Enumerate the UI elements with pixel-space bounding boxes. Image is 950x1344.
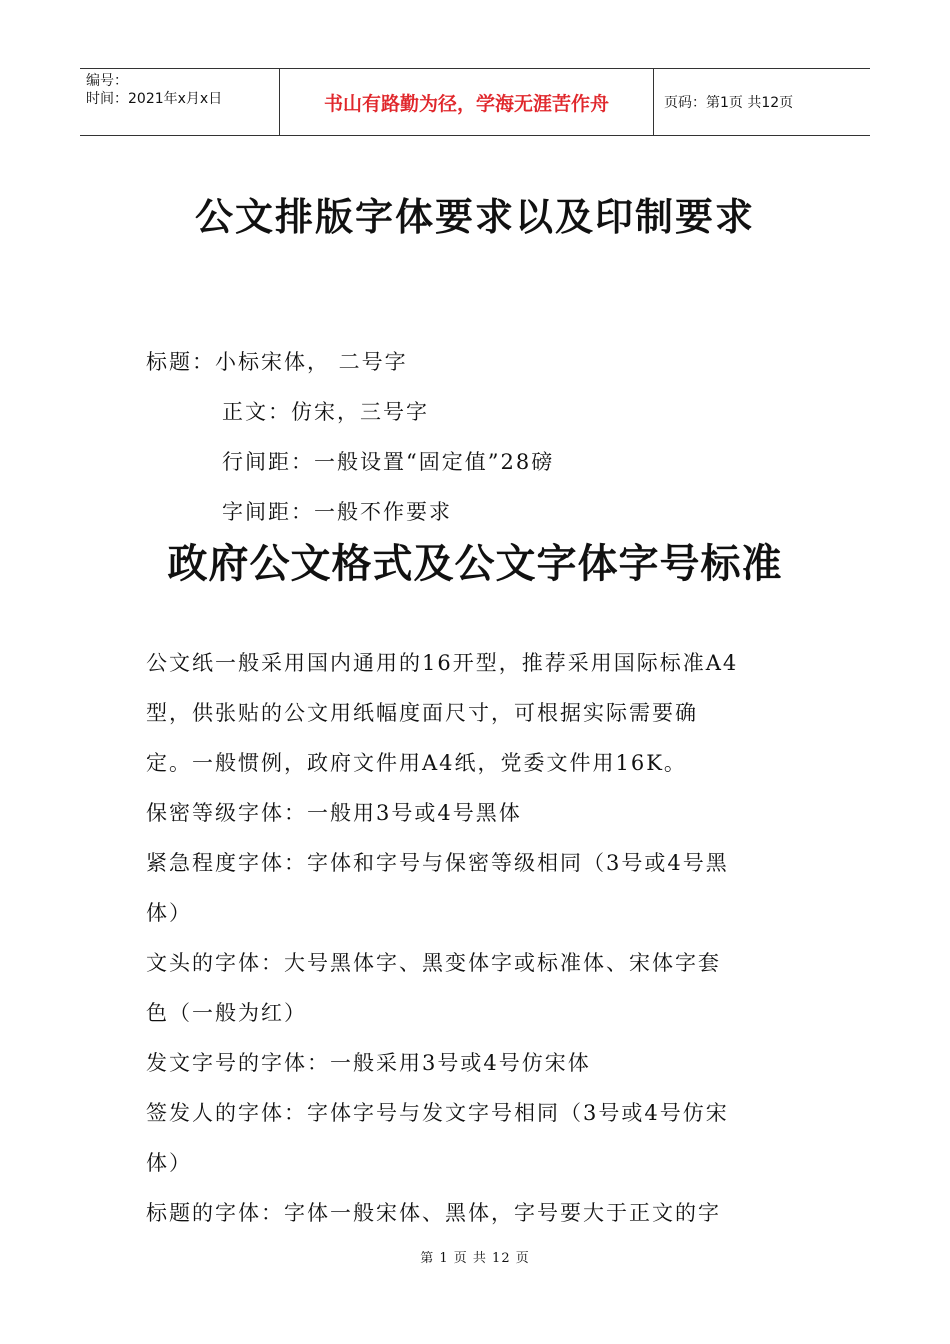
body-line: 体） bbox=[146, 901, 192, 925]
requirement-line-spacing: 行间距：一般设置“固定值”28磅 bbox=[222, 450, 555, 474]
main-title: 公文排版字体要求以及印制要求 bbox=[194, 195, 755, 239]
body-line: 保密等级字体：一般用3号或4号黑体 bbox=[146, 801, 522, 825]
header-number-label: 编号： bbox=[86, 73, 128, 89]
body-text bbox=[146, 638, 806, 1238]
body-line: 签发人的字体：字体字号与发文字号相同（3号或4号仿宋 bbox=[146, 1101, 729, 1125]
header-page-info: 页码：第1页 共12页 bbox=[664, 95, 794, 111]
requirement-char-spacing: 字间距：一般不作要求 bbox=[222, 500, 452, 524]
secondary-title: 政府公文格式及公文字体字号标准 bbox=[167, 541, 783, 587]
body-line: 定。一般惯例，政府文件用A4纸，党委文件用16K。 bbox=[146, 751, 687, 775]
requirement-body-font: 正文：仿宋，三号字 bbox=[222, 400, 429, 424]
header-motto: 书山有路勤为径，学海无涯苦作舟 bbox=[280, 69, 654, 135]
page-footer: 第 1 页 共 12 页 bbox=[420, 1251, 530, 1266]
header-date-label: 时间：2021年x月x日 bbox=[86, 91, 223, 107]
header-meta bbox=[80, 69, 280, 135]
document-header bbox=[80, 68, 870, 136]
body-line: 标题的字体：字体一般宋体、黑体，字号要大于正文的字 bbox=[146, 1201, 721, 1225]
body-line: 发文字号的字体：一般采用3号或4号仿宋体 bbox=[146, 1051, 591, 1075]
body-line: 文头的字体：大号黑体字、黑变体字或标准体、宋体字套 bbox=[146, 951, 721, 975]
body-line: 紧急程度字体：字体和字号与保密等级相同（3号或4号黑 bbox=[146, 851, 729, 875]
body-line: 体） bbox=[146, 1151, 192, 1175]
requirement-title-font: 标题：小标宋体， 二号字 bbox=[146, 350, 408, 374]
body-line: 型，供张贴的公文用纸幅度面尺寸，可根据实际需要确 bbox=[146, 701, 698, 725]
body-line: 色（一般为红） bbox=[146, 1001, 307, 1025]
body-line: 公文纸一般采用国内通用的16开型，推荐采用国际标准A4 bbox=[146, 651, 739, 675]
